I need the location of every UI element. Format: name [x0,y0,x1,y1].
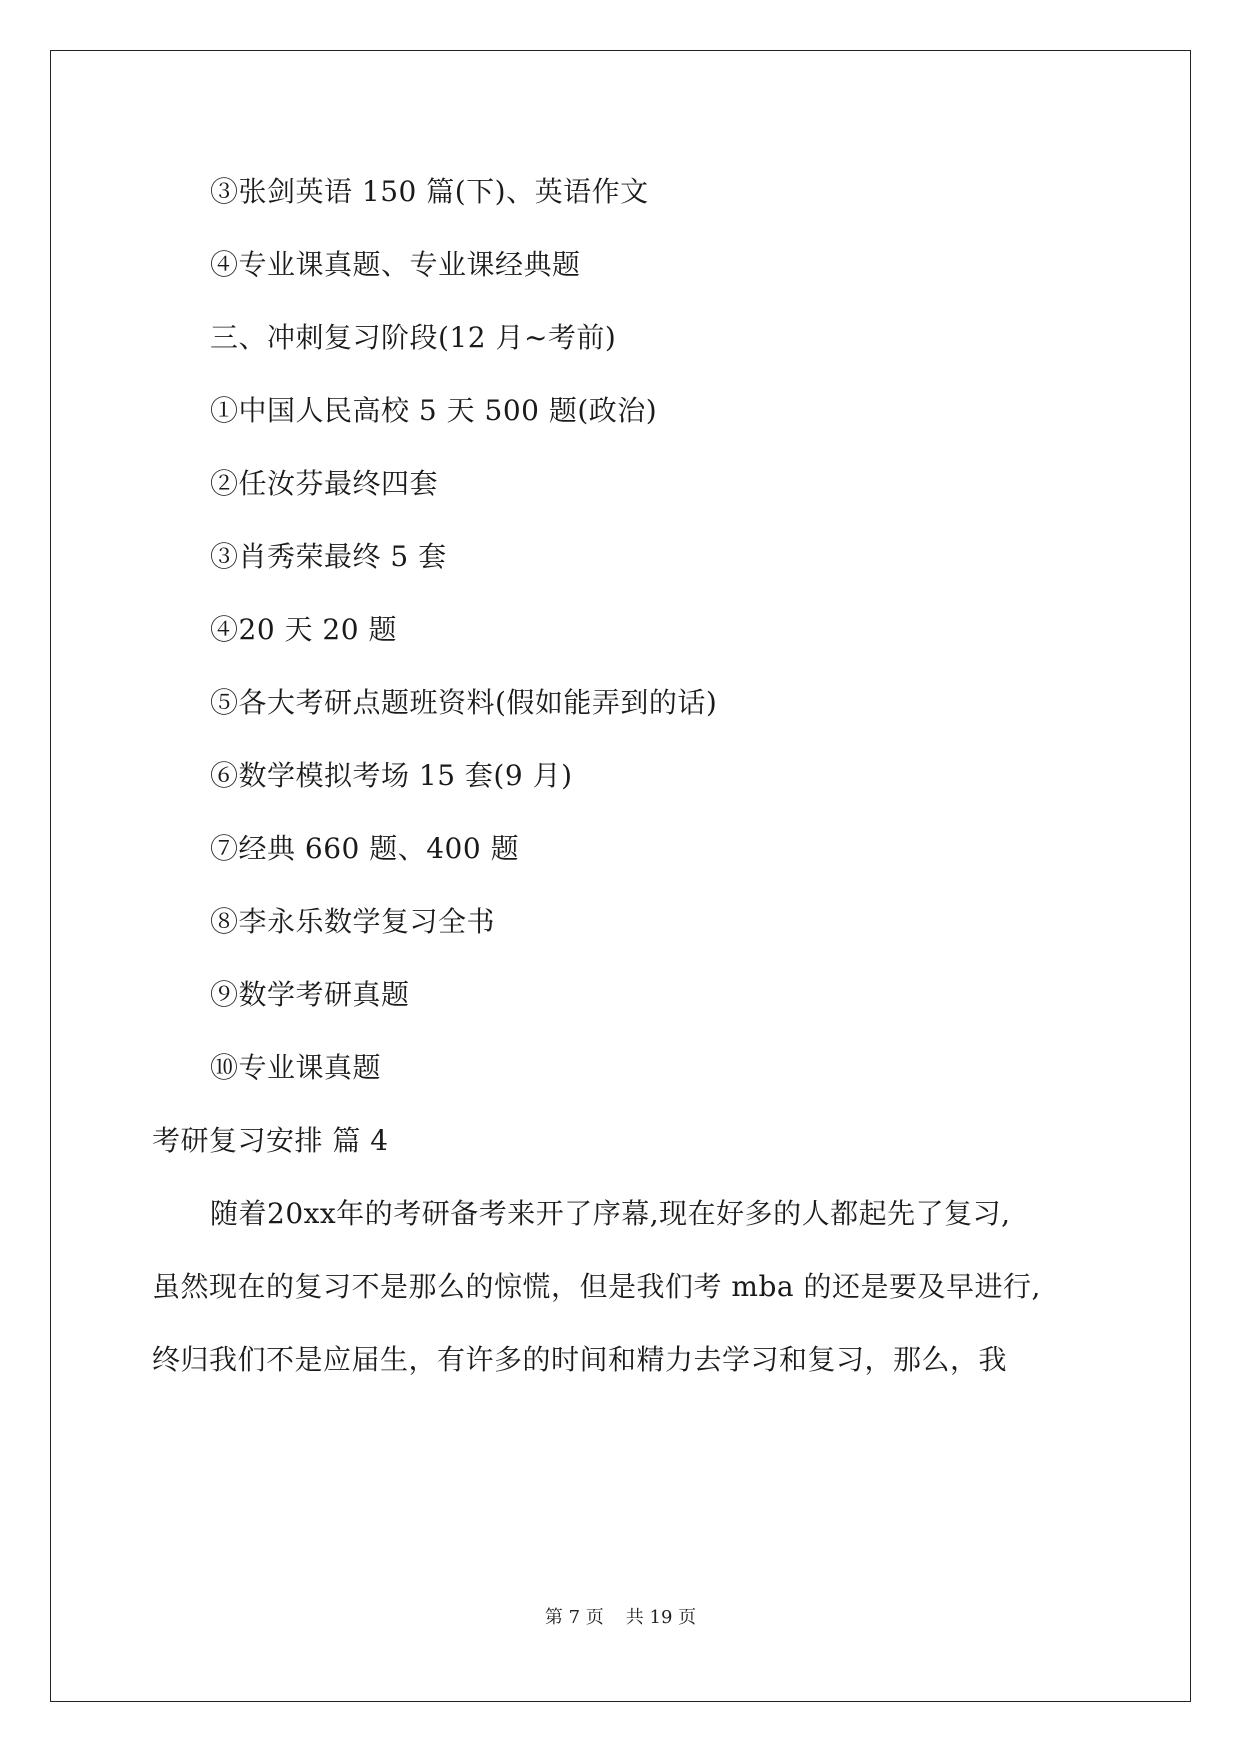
list-item: ⑥数学模拟考场 15 套(9 月) [210,759,573,792]
list-item: ②任汝芬最终四套 [210,467,439,500]
list-item: ③张剑英语 150 篇(下)、英语作文 [210,175,649,208]
list-item: ⑩专业课真题 [210,1051,382,1084]
list-item: ⑦经典 660 题、400 题 [210,832,520,865]
list-item: ③肖秀荣最终 5 套 [210,540,447,573]
paragraph-line: 随着20xx年的考研备考来开了序幕,现在好多的人都起先了复习, [210,1197,1011,1230]
list-item: ⑧李永乐数学复习全书 [210,905,496,938]
list-item: ⑨数学考研真题 [210,978,410,1011]
page-frame [50,50,1191,1702]
section-heading: 考研复习安排 篇 4 [152,1124,389,1157]
list-item: ①中国人民高校 5 天 500 题(政治) [210,394,658,427]
page-footer [0,1606,1241,1630]
page-total: 共 19 页 [625,1607,697,1628]
list-item: ④20 天 20 题 [210,613,397,646]
page-number: 第 7 页 [544,1607,604,1628]
list-item: ⑤各大考研点题班资料(假如能弄到的话) [210,686,718,719]
paragraph-line: 终归我们不是应届生，有许多的时间和精力去学习和复习，那么，我 [152,1343,1008,1376]
paragraph-line: 虽然现在的复习不是那么的惊慌，但是我们考 mba 的还是要及早进行, [152,1270,1041,1303]
stage-heading: 三、冲刺复习阶段(12 月~考前) [210,321,617,354]
list-item: ④专业课真题、专业课经典题 [210,248,581,281]
